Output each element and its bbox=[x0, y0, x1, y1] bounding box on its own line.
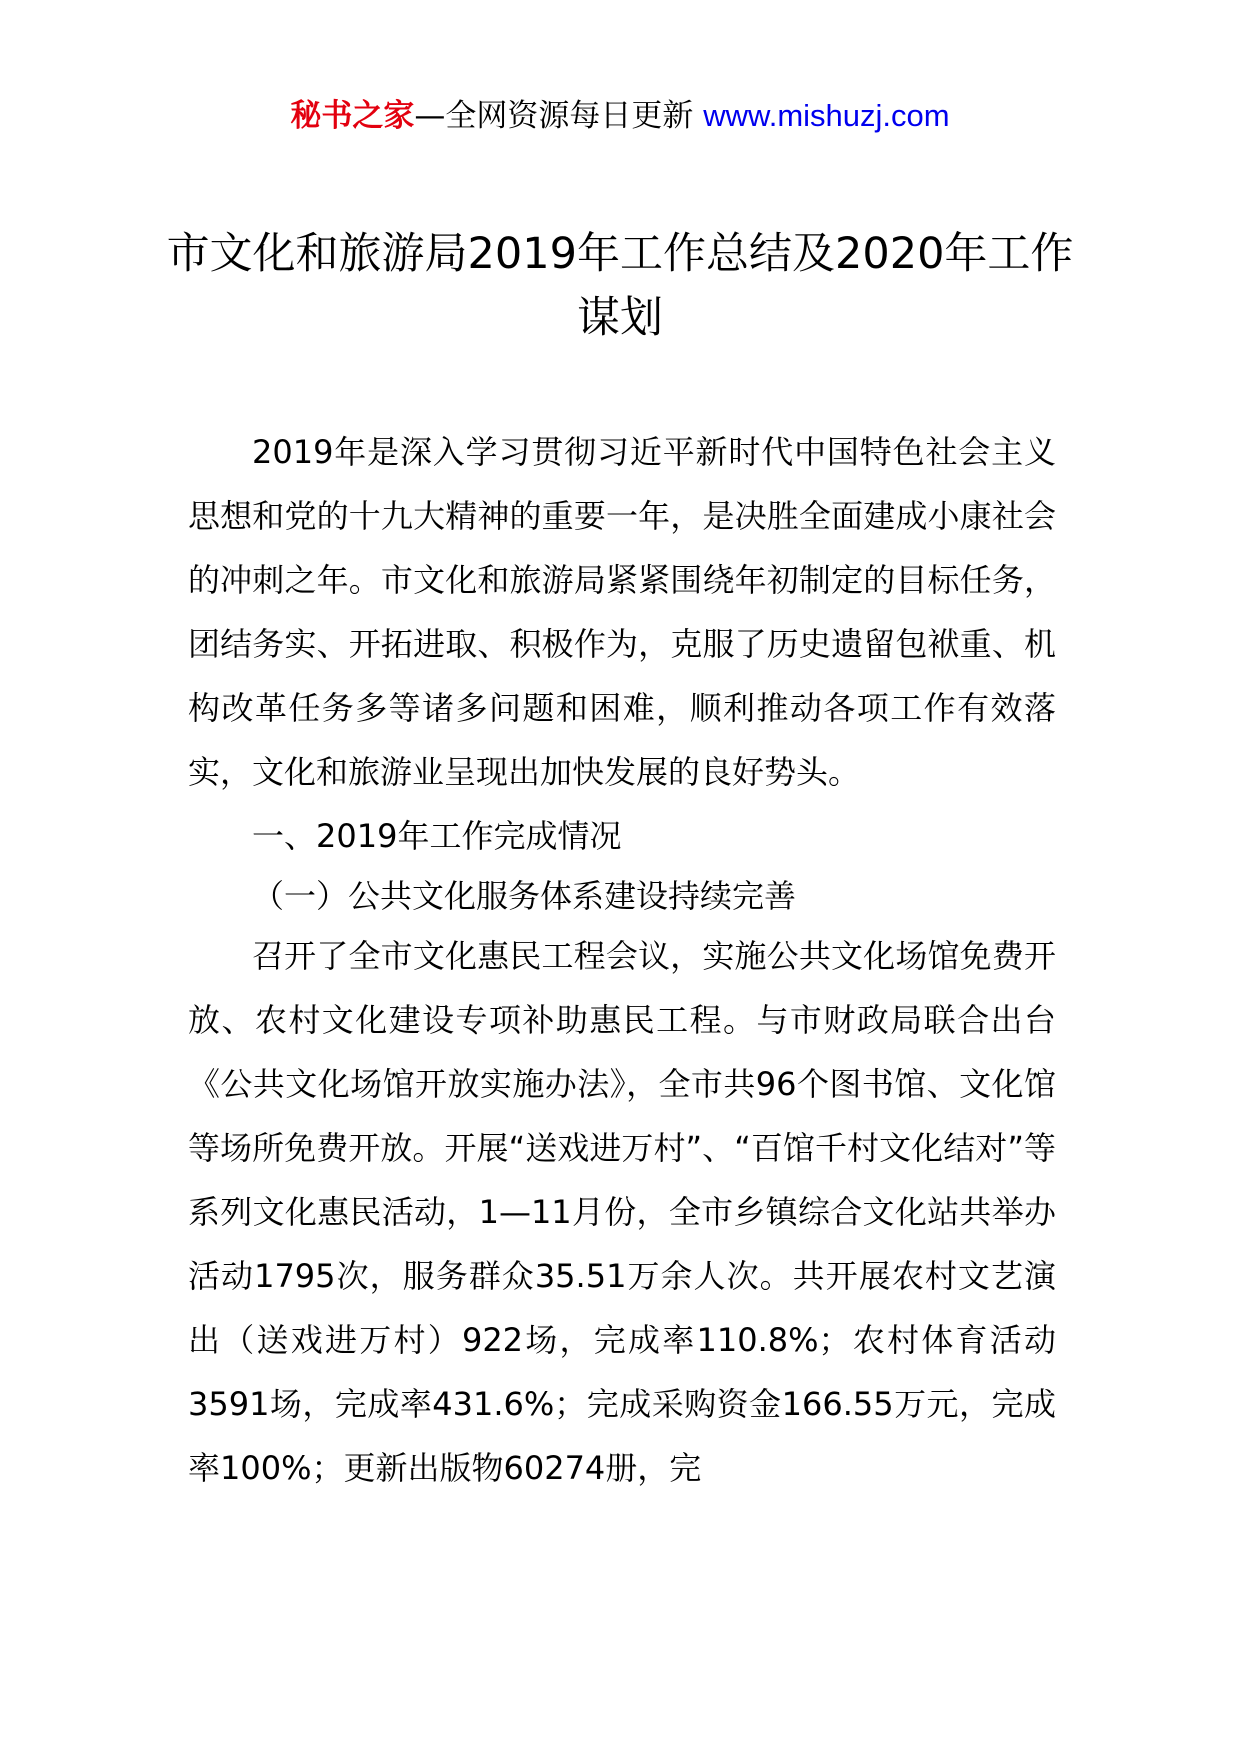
document-title: 市文化和旅游局2019年工作总结及2020年工作谋划 bbox=[166, 229, 1074, 343]
site-url-link[interactable]: www.mishuzj.com bbox=[703, 98, 950, 133]
document-body bbox=[188, 420, 1056, 1500]
site-header bbox=[0, 96, 1240, 136]
subsection-heading: （一）公共文化服务体系建设持续完善 bbox=[252, 877, 797, 915]
section-heading: 一、2019年工作完成情况 bbox=[252, 817, 622, 855]
content-paragraph: 召开了全市文化惠民工程会议，实施公共文化场馆免费开放、农村文化建设专项补助惠民工程。与市财政局联合出台《公共文化场馆开放实施办法》，全市共96个图书馆、文化馆等场所免费开放。开展“送戏进万村”、“百馆千村文化结对”等系列文化惠民活动，1—11月份，全市乡镇综合文化站共举办活动1795次，服务群众35.51万余人次。共开展农村文艺演出（送戏进万村）922场，完成率110.8%；农村体育活动3591场，完成率431.6%；完成采购资金166.55万元，完成率100%；更新出版物60274册，完 bbox=[188, 937, 1056, 1487]
site-slogan: —全网资源每日更新 bbox=[414, 98, 704, 134]
intro-paragraph: 2019年是深入学习贯彻习近平新时代中国特色社会主义思想和党的十九大精神的重要一年，是决胜全面建成小康社会的冲刺之年。市文化和旅游局紧紧围绕年初制定的目标任务，团结务实、开拓进取、积极作为，克服了历史遗留包袱重、机构改革任务多等诸多问题和困难，顺利推动各项工作有效落实，文化和旅游业呈现出加快发展的良好势头。 bbox=[188, 433, 1056, 791]
site-brand: 秘书之家 bbox=[290, 98, 415, 134]
